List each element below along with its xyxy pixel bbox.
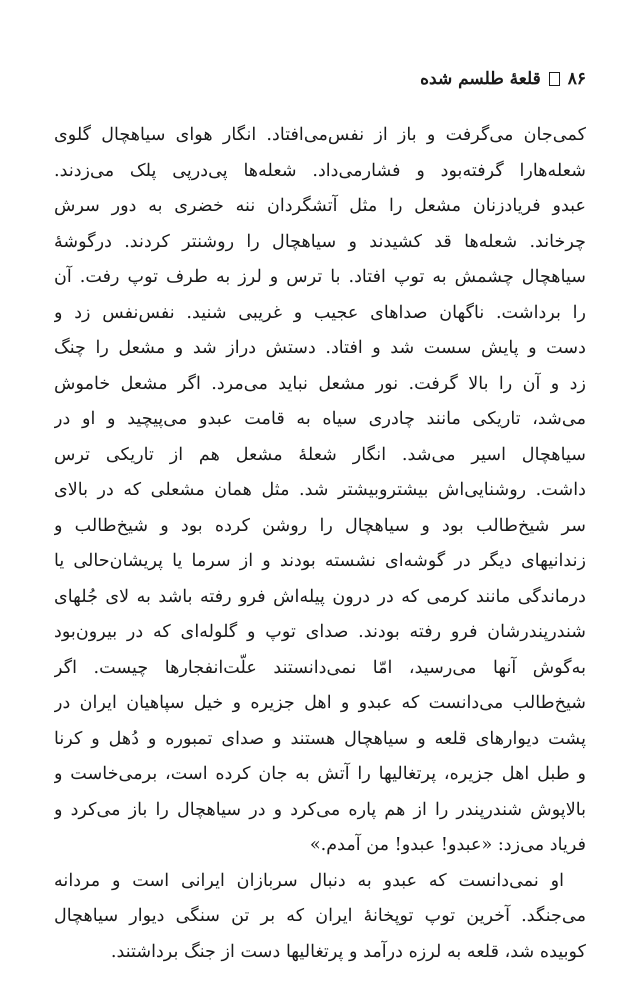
text-line: شندرپندرشان فرو رفته بودند. صدای توپ و گلوله‌ای که در بیرون‌بود: [54, 622, 586, 642]
text-line: دست و پایش سست شد و افتاد. دستش دراز شد و مشعل را چنگ: [54, 338, 586, 358]
paragraph: [54, 118, 586, 864]
text-line: می‌شد، تاریکی مانند چادری سیاه به قامت عبدو می‌پیچید و او در: [54, 409, 586, 429]
text-line: را برداشت. ناگهان صداهای عجیب و غریبی شنید. نفس‌نفس زد و: [54, 302, 586, 323]
text-line: می‌جنگد. آخرین توپ توپخانهٔ ایران که بر تن سنگی دیوار سیاهچال: [54, 906, 586, 926]
square-ornament-icon: [549, 72, 560, 86]
text-line: سیاهچال اسیر می‌شد. انگار شعلهٔ مشعل هم از تاریکی ترس: [54, 444, 586, 465]
text-line: بالاپوش شندرپندر را از هم پاره می‌کرد و در سیاهچال را باز می‌کرد و: [54, 799, 586, 820]
text-line: داشت. روشنایی‌اش بیشتروبیشتر شد. مثل همان مشعلی که در بالای: [54, 480, 586, 500]
running-head: [60, 64, 586, 94]
text-line: پشت دیوارهای قلعه و سیاهچال هستند و صدای تمبوره و دُهل و کرنا: [54, 728, 586, 749]
text-line: فریاد می‌زد: «عبدو! عبدو! من آمدم.»: [309, 835, 586, 855]
text-line: کمی‌جان می‌گرفت و باز از نفس‌می‌افتاد. انگار هوای سیاهچال گلوی: [54, 125, 586, 145]
page-number: ۸۶: [567, 69, 586, 89]
text-line: سیاهچال چشمش به توپ افتاد. با ترس و لرز به طرف توپ رفت. آن: [54, 267, 586, 287]
text-line: به‌گوش آنها می‌رسید، امّا نمی‌دانستند علّت‌انفجارها چیست. اگر: [54, 657, 586, 678]
text-line: درماندگی مانند کرمی که در درون پیله‌اش فرو رفته باشد به لای جُلهای: [54, 586, 586, 607]
paragraph: [54, 864, 586, 971]
text-line: عبدو فریادزنان مشعل را مثل آتشگردان ننه خضری به دور سرش: [54, 196, 586, 216]
text-line: و طبل اهل جزیره، پرتغالیها را آتش به جان کرده است، برمی‌خاست و: [54, 764, 586, 784]
text-line: شیخ‌طالب می‌دانست که عبدو و اهل جزیره و خیل سپاهیان ایران در: [54, 693, 586, 713]
body-text: [54, 118, 586, 970]
text-line: کوبیده شد، قلعه به لرزه درآمد و پرتغالیها دست از جنگ برداشتند.: [110, 941, 586, 962]
text-line: شعله‌هارا گرفته‌بود و فشارمی‌داد. شعله‌ها پی‌درپی پلک می‌زدند.: [54, 160, 586, 181]
text-line: زد و آن را بالا گرفت. نور مشعل نباید می‌مرد. اگر مشعل خاموش: [54, 373, 586, 394]
text-line: زندانیهای دیگر در گوشه‌ای نشسته بودند و از سرما یا پریشان‌حالی یا: [54, 551, 586, 571]
text-line: او نمی‌دانست که عبدو به دنبال سربازان ایرانی است و مردانه: [54, 870, 564, 891]
text-line: چرخاند. شعله‌ها قد کشیدند و سیاهچال را روشنتر کردند. درگوشهٔ: [54, 231, 586, 252]
book-title: قلعهٔ طلسم شده: [420, 69, 541, 89]
text-line: سر شیخ‌طالب بود و سیاهچال را روشن کرده بود و شیخ‌طالب و: [54, 515, 586, 536]
